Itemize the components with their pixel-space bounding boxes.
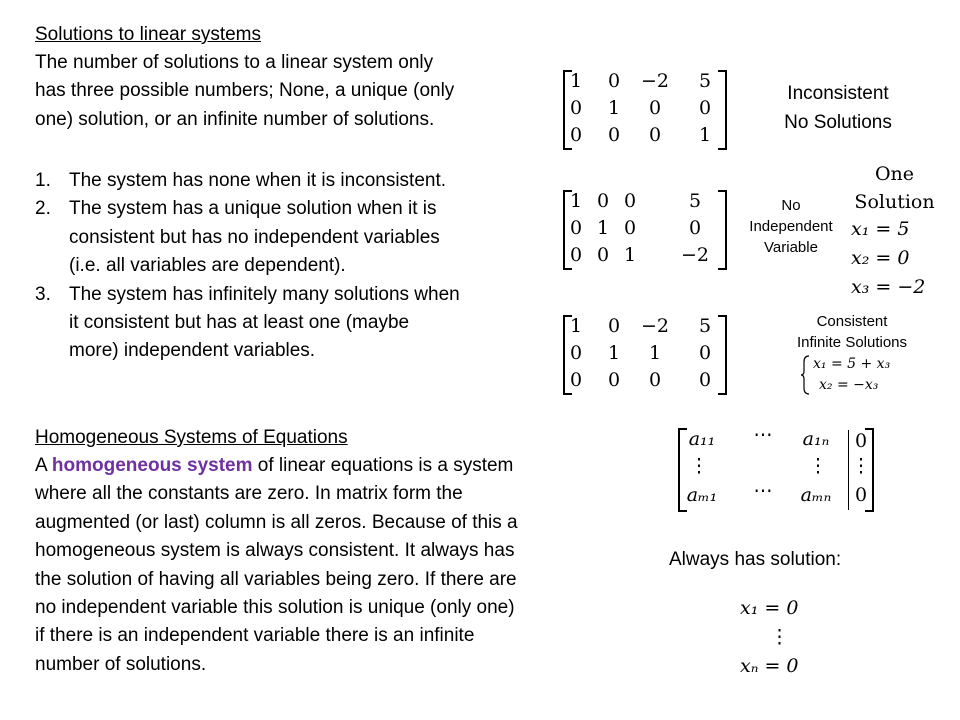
matrix-cell: 0 <box>648 97 662 119</box>
matrix-cell: ⋯ <box>753 424 773 446</box>
reason-line: The system has infinitely many solutions when <box>69 283 460 305</box>
right-bracket <box>718 190 727 270</box>
infinite-solution-system <box>801 354 921 396</box>
paragraph-line: where all the constants are zero. In matrix form the <box>35 483 463 505</box>
solution-line: x₁ = 5 + x₃ <box>813 356 891 372</box>
matrix-cell: a₁ₙ <box>802 428 830 450</box>
matrix-unique <box>563 190 727 270</box>
matrix-cell: 0 <box>569 124 583 146</box>
solution-line: x₁ = 0 <box>740 597 799 619</box>
always-solution-caption: Always has solution: <box>669 549 842 570</box>
matrix-cell: 0 <box>648 369 662 391</box>
reason-number: 1. <box>35 170 51 191</box>
matrix-cell: ⋯ <box>753 480 773 502</box>
reason-line: consistent but has no independent variables <box>69 226 440 248</box>
matrix-cell: 0 <box>569 244 583 266</box>
matrix-cell: 5 <box>698 70 712 92</box>
matrix-cell: aₘₙ <box>800 484 832 506</box>
solution-line: xₙ = 0 <box>740 655 799 677</box>
matrix-cell: 1 <box>698 124 712 146</box>
label-line: Variable <box>764 239 818 256</box>
matrix-cell: 0 <box>698 97 712 119</box>
label-line: Independent <box>749 218 833 235</box>
matrix-cell: 1 <box>569 315 583 337</box>
matrix-cell: 0 <box>569 97 583 119</box>
paragraph-line <box>35 452 625 480</box>
matrix-cell: 5 <box>698 315 712 337</box>
paragraph-line: homogeneous system is always consistent. It always has <box>35 540 515 562</box>
matrix-cell: 0 <box>648 124 662 146</box>
matrix-cell: 0 <box>607 124 621 146</box>
label-line: Consistent <box>816 313 888 330</box>
label-line: Infinite Solutions <box>796 334 908 351</box>
paragraph-line: augmented (or last) column is all zeros. Because of this a <box>35 511 518 533</box>
matrix-cell: ⋮ <box>689 455 709 477</box>
reason-item <box>35 195 555 280</box>
label-line: One <box>874 163 915 185</box>
solution-line: x₃ = −2 <box>851 276 926 298</box>
matrix-cell: 0 <box>688 217 702 239</box>
intro-line: has three possible numbers; None, a unique (only <box>35 80 455 102</box>
section-title-solutions: Solutions to linear systems <box>35 24 261 45</box>
curly-brace-icon <box>801 354 811 396</box>
matrix-cell: 0 <box>698 369 712 391</box>
matrix-cell: 0 <box>569 217 583 239</box>
solution-line: ⋮ <box>770 626 789 648</box>
matrix-inconsistent <box>563 70 727 150</box>
intro-line: The number of solutions to a linear system only <box>35 52 434 73</box>
intro-paragraph <box>35 49 555 134</box>
matrix-cell: 1 <box>569 70 583 92</box>
matrix-cell: 5 <box>688 190 702 212</box>
section-title-homogeneous: Homogeneous Systems of Equations <box>35 427 348 448</box>
text-segment: A <box>35 455 52 476</box>
matrix-cell: 0 <box>607 70 621 92</box>
matrix-cell: 0 <box>854 484 868 506</box>
reasons-list <box>35 167 555 366</box>
matrix-cell: 1 <box>623 244 637 266</box>
paragraph-line: the solution of having all variables being zero. If there are <box>35 568 517 590</box>
reason-line: The system has a unique solution when it is <box>69 198 437 220</box>
matrix-cell: 1 <box>648 342 662 364</box>
matrix2-side-label <box>735 195 847 258</box>
matrix-cell: 0 <box>623 190 637 212</box>
reason-item <box>35 167 555 195</box>
matrix-cell: a₁₁ <box>688 428 716 450</box>
matrix-cell: 0 <box>607 315 621 337</box>
solution-line: x₂ = −x₃ <box>819 377 879 393</box>
matrix-cell: aₘ₁ <box>686 484 718 506</box>
label-line: Solution <box>854 191 935 213</box>
one-solution-label <box>847 160 942 216</box>
label-line: Inconsistent <box>787 83 889 104</box>
intro-line: one) solution, or an infinite number of solutions. <box>35 108 435 130</box>
matrix-homogeneous <box>678 424 874 512</box>
matrix3-label <box>767 311 937 353</box>
reason-line: The system has none when it is inconsistent. <box>69 170 447 191</box>
reason-line: more) independent variables. <box>69 340 316 362</box>
matrix-cell: 1 <box>607 342 621 364</box>
matrix-cell: ⋮ <box>808 455 828 477</box>
reason-line: it consistent but has at least one (maybe <box>69 312 410 334</box>
matrix-cell: 1 <box>569 190 583 212</box>
matrix-cell: 0 <box>596 244 610 266</box>
solution-line: x₁ = 5 <box>851 218 910 240</box>
text-segment: of linear equations is a system <box>252 455 514 476</box>
label-line: No <box>781 197 801 214</box>
matrix-cell: 0 <box>607 369 621 391</box>
paragraph-line: no independent variable this solution is unique (only one) <box>35 597 515 619</box>
matrix-cell: 0 <box>569 342 583 364</box>
unique-solution-values <box>851 215 925 302</box>
matrix-cell: −2 <box>680 244 709 266</box>
matrix-cell: 0 <box>698 342 712 364</box>
trivial-solution-values <box>740 594 820 681</box>
label-line: No Solutions <box>784 112 892 133</box>
matrix-cell: ⋮ <box>851 455 871 477</box>
paragraph-line: if there is an independent variable there is an infinite <box>35 625 475 647</box>
homogeneous-term: homogeneous system <box>51 455 253 476</box>
homogeneous-paragraph <box>35 452 625 679</box>
matrix-cell: 1 <box>607 97 621 119</box>
matrix-cell: 0 <box>854 430 868 452</box>
paragraph-line: number of solutions. <box>35 653 207 675</box>
matrix-cell: 1 <box>596 217 610 239</box>
reason-item <box>35 281 555 366</box>
matrix-cell: −2 <box>640 315 669 337</box>
reason-line: (i.e. all variables are dependent). <box>69 255 346 277</box>
matrix-cell: −2 <box>640 70 669 92</box>
reason-number: 2. <box>35 198 51 220</box>
solution-line: x₂ = 0 <box>851 247 910 269</box>
matrix1-label <box>763 79 913 137</box>
matrix-cell: 0 <box>569 369 583 391</box>
reason-number: 3. <box>35 283 51 305</box>
matrix-infinite <box>563 315 727 395</box>
matrix-cell: 0 <box>596 190 610 212</box>
matrix-cell: 0 <box>623 217 637 239</box>
